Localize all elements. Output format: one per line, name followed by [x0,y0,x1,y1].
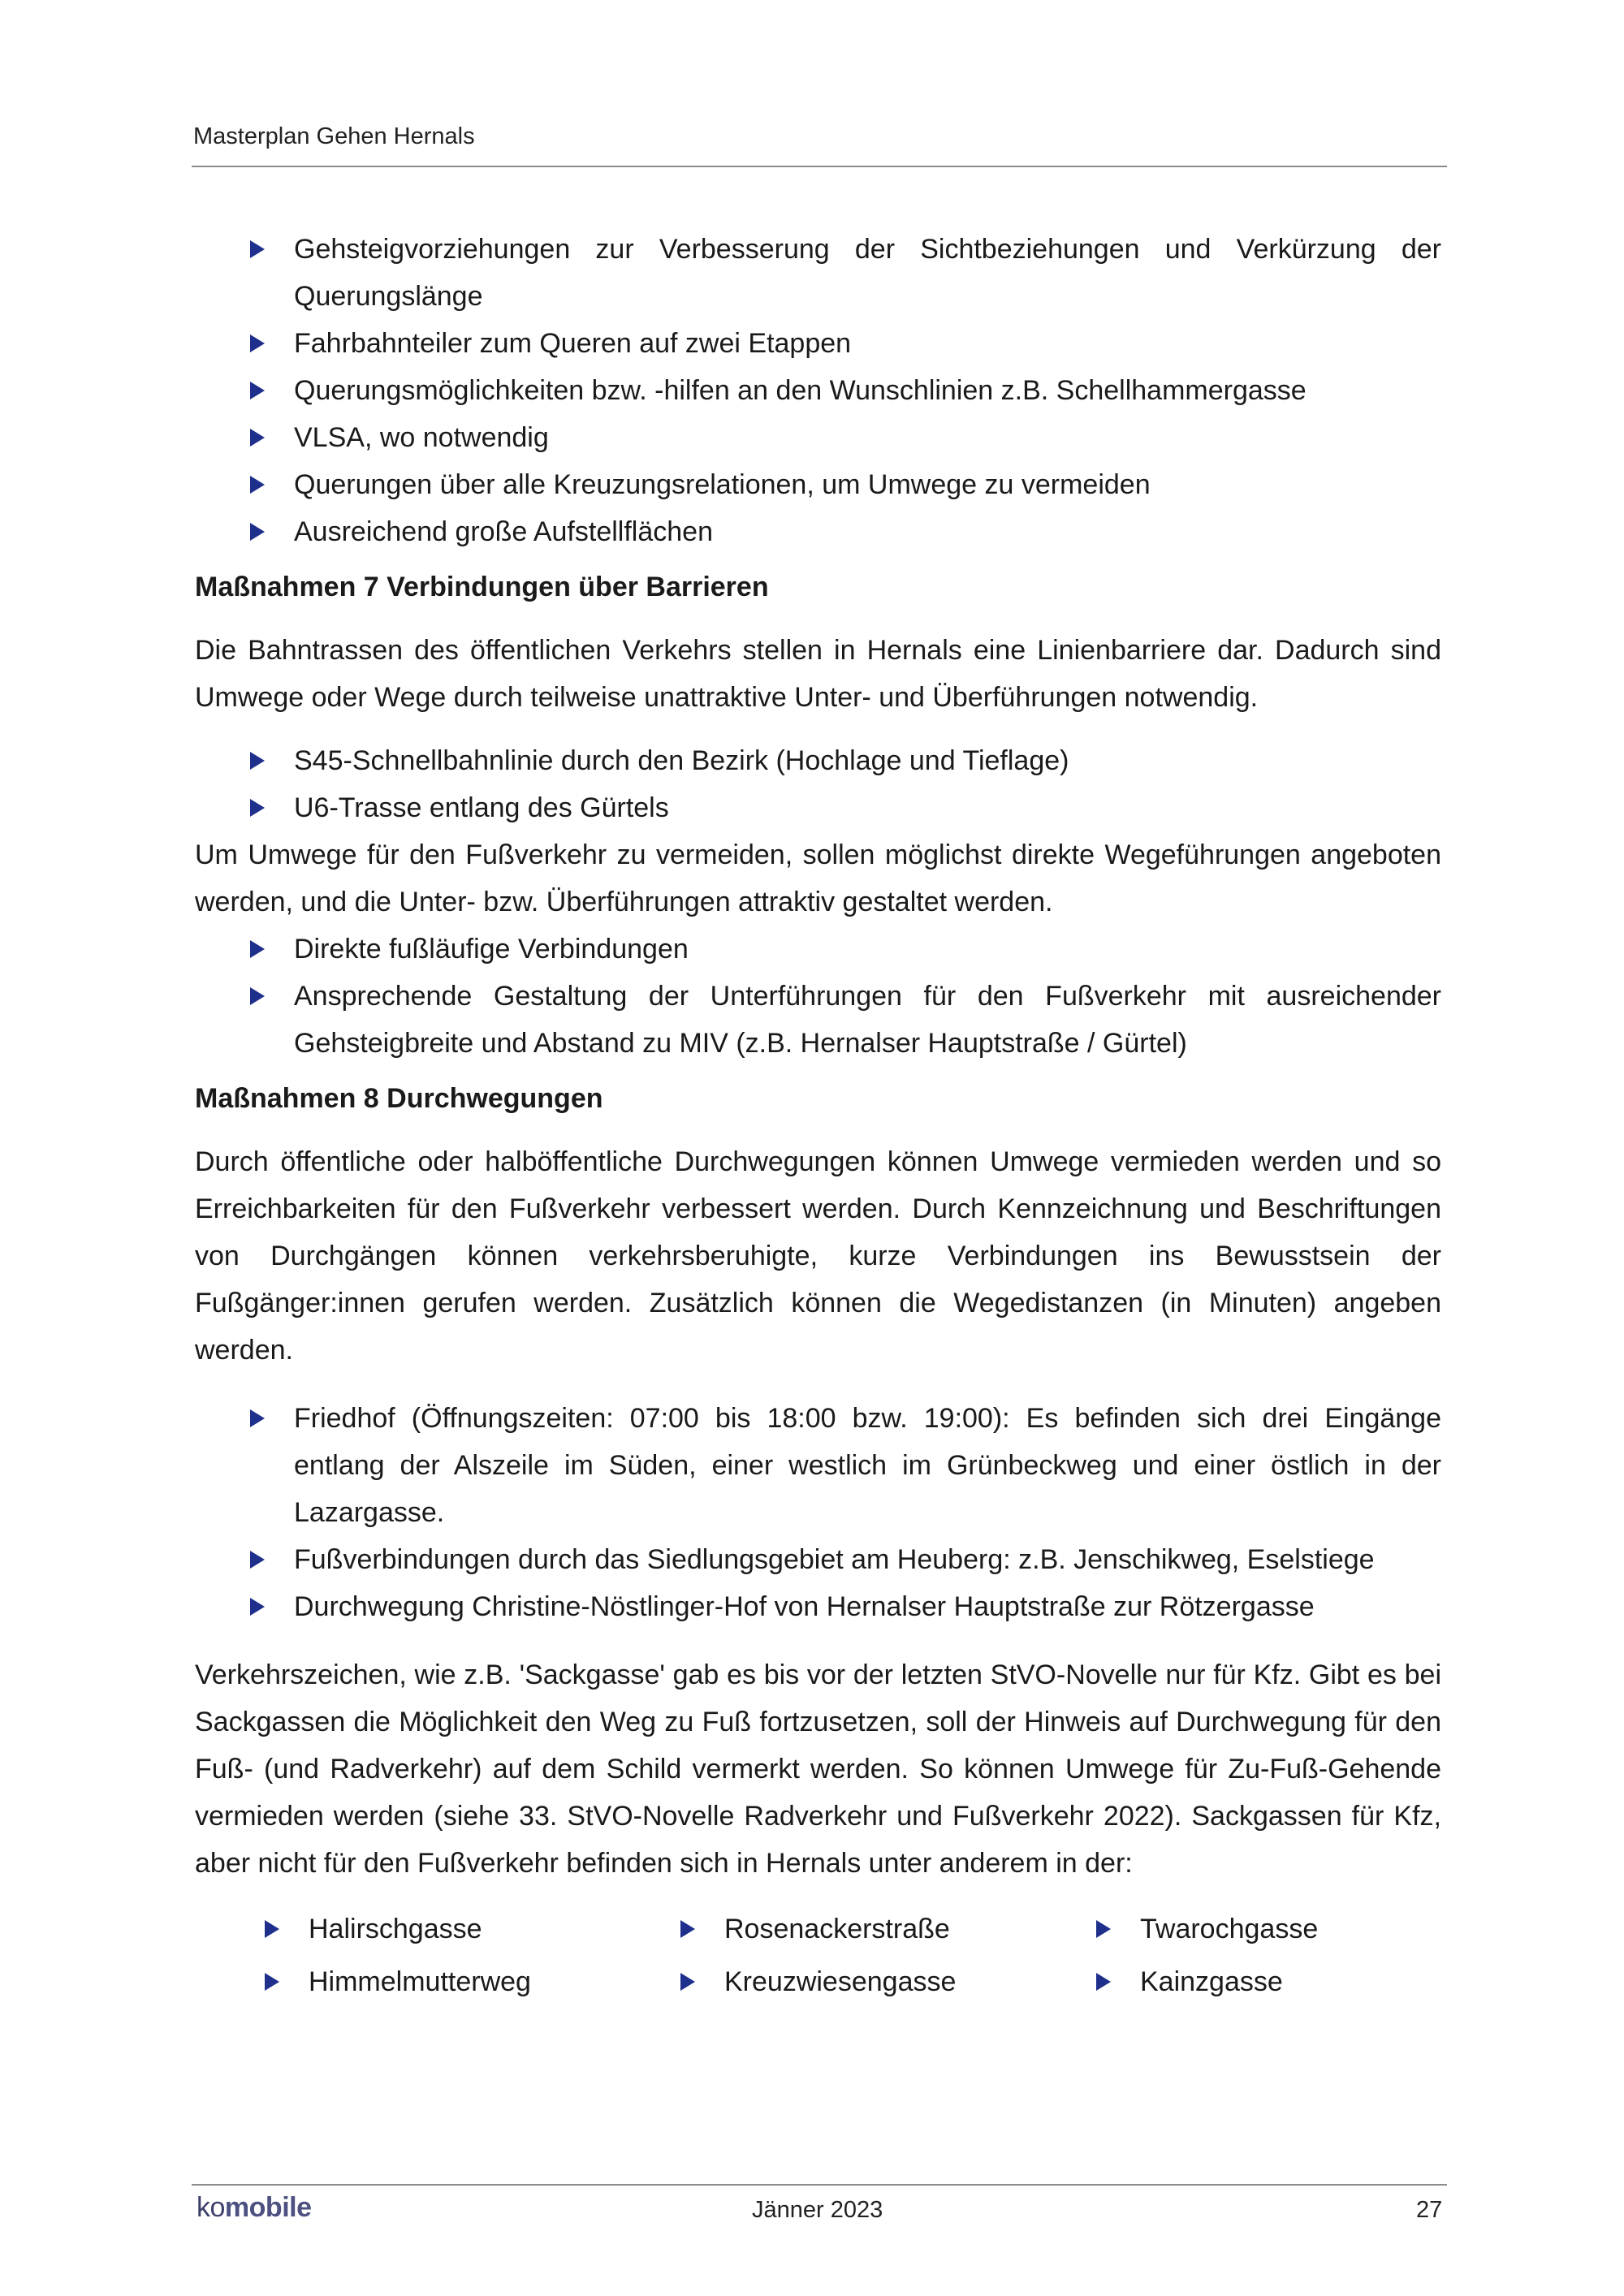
komobile-logo: komobile [197,2192,312,2223]
bullet-arrow-icon [1096,1973,1111,1991]
bullet-arrow-icon [1096,1920,1111,1938]
list-item: Querungsmöglichkeiten bzw. -hilfen an den Wunschlinien z.B. Schellhammergasse [195,367,1441,414]
list-item: VLSA, wo notwendig [195,414,1441,461]
bullet-arrow-icon [250,940,265,958]
bullet-arrow-icon [265,1973,279,1991]
list-item: Kainzgasse [1026,1956,1441,2009]
dead-end-street-list [195,1903,1441,2009]
bullet-arrow-icon [680,1973,695,1991]
section-8-paragraph-1: Durch öffentliche oder halböffentliche Durchwegungen können Umwege vermieden werden und so Erreichbarkeiten für den Fußverkehr verbessert werden. Durch Kennzeichnung und Beschriftungen von Durchgängen können verkehrsberuhigte, kurze Verbindungen ins Bewusstsein der Fußgänger:innen gerufen werden. Zusätzlich können die Wegedistanzen (in Minuten) angeben werden. [195,1146,1441,1366]
page-number: 27 [1416,2197,1443,2223]
footer-date: Jänner 2023 [752,2197,883,2223]
bullet-arrow-icon [250,752,265,770]
bullet-arrow-icon [265,1920,279,1938]
bullet-arrow-icon [250,476,265,494]
section-8-paragraph-2: Verkehrszeichen, wie z.B. 'Sackgasse' gab es bis vor der letzten StVO-Novelle nur für Kfz. Gibt es bei Sackgassen die Möglichkeit den Weg zu Fuß fortzusetzen, soll der Hinweis auf Durchwegung für den Fuß- (und Radverkehr) auf dem Schild vermerkt werden. So können Umwege für Zu-Fuß-Gehende vermieden werden (siehe 33. StVO-Novelle Radverkehr und Fußverkehr 2022). Sackgassen für Kfz, aber nicht für den Fußverkehr befinden sich in Hernals unter anderem in der: [195,1659,1441,1879]
list-item: U6-Trasse entlang des Gürtels [195,784,1441,831]
list-item: Ansprechende Gestaltung der Unterführungen für den Fußverkehr mit ausreichender Gehsteigbreite und Abstand zu MIV (z.B. Hernalser Hauptstraße / Gürtel) [195,973,1441,1067]
intro-bullet-list [195,226,1441,555]
bullet-arrow-icon [250,240,265,258]
list-item: Fahrbahnteiler zum Queren auf zwei Etappen [195,320,1441,367]
bullet-arrow-icon [250,382,265,399]
section-7-bullet-list-1 [195,737,1441,831]
header-rule [192,166,1447,167]
section-7-heading: Maßnahmen 7 Verbindungen über Barrieren [195,572,769,602]
list-item: Rosenackerstraße [611,1903,1026,1956]
section-7-bullet-list-2 [195,926,1441,1067]
list-item: Ausreichend große Aufstellflächen [195,508,1441,555]
list-item: Twarochgasse [1026,1903,1441,1956]
bullet-arrow-icon [250,523,265,541]
section-7-paragraph-2: Um Umwege für den Fußverkehr zu vermeiden, sollen möglichst direkte Wegeführungen angeboten werden, und die Unter- bzw. Überführungen attraktiv gestaltet werden. [195,839,1441,917]
bullet-arrow-icon [250,799,265,817]
bullet-arrow-icon [250,1409,265,1427]
list-item: Fußverbindungen durch das Siedlungsgebiet am Heuberg: z.B. Jenschikweg, Eselstiege [195,1536,1441,1583]
bullet-arrow-icon [250,1551,265,1569]
bullet-arrow-icon [250,429,265,447]
bullet-arrow-icon [680,1920,695,1938]
list-item: Durchwegung Christine-Nöstlinger-Hof von Hernalser Hauptstraße zur Rötzergasse [195,1583,1441,1630]
page-content [195,226,1441,2009]
list-item: S45-Schnellbahnlinie durch den Bezirk (Hochlage und Tieflage) [195,737,1441,784]
bullet-arrow-icon [250,1598,265,1616]
section-7-paragraph-1: Die Bahntrassen des öffentlichen Verkehrs stellen in Hernals eine Linienbarriere dar. Dadurch sind Umwege oder Wege durch teilweise unattraktive Unter- und Überführungen notwendig. [195,635,1441,713]
list-item: Kreuzwiesengasse [611,1956,1026,2009]
list-item: Friedhof (Öffnungszeiten: 07:00 bis 18:00 bzw. 19:00): Es befinden sich drei Eingänge entlang der Alszeile im Süden, einer westlich im Grünbeckweg und einer östlich in der Lazargasse. [195,1395,1441,1536]
list-item: Himmelmutterweg [195,1956,611,2009]
section-8-heading: Maßnahmen 8 Durchwegungen [195,1083,603,1114]
list-item: Halirschgasse [195,1903,611,1956]
section-8-bullet-list [195,1395,1441,1630]
running-header: Masterplan Gehen Hernals [193,123,475,149]
bullet-arrow-icon [250,987,265,1005]
list-item: Direkte fußläufige Verbindungen [195,926,1441,973]
footer-rule [192,2184,1447,2186]
list-item: Querungen über alle Kreuzungsrelationen, um Umwege zu vermeiden [195,461,1441,508]
list-item: Gehsteigvorziehungen zur Verbesserung der Sichtbeziehungen und Verkürzung der Querungslänge [195,226,1441,320]
bullet-arrow-icon [250,334,265,352]
